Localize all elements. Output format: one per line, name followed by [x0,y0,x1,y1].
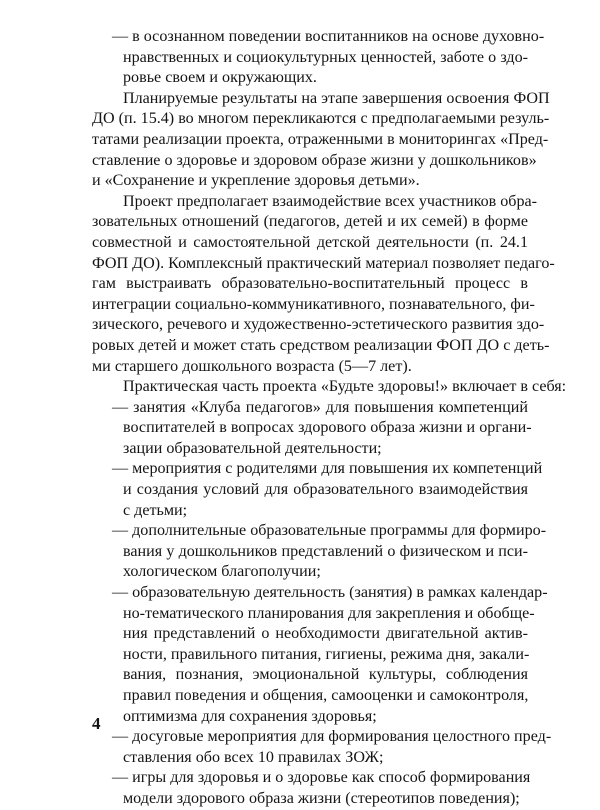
text-line: ставление о здоровье и здоровом образе жизни у дошкольников» [92,151,537,169]
text-line: хологическом благополучии; [123,563,321,581]
text-line: зации образовательной деятельности; [123,439,382,457]
text-line: — занятия «Клуба педагогов» для повышения компетенций [112,398,528,416]
text-line: модели здорового образа жизни (стереотипов поведения); [123,789,520,807]
text-line: — в осознанном поведении воспитанников на основе духовно- [112,28,545,45]
text-line: совместной и самостоятельной детской деятельности (п. 24.1 [92,233,528,251]
text-line: ми старшего дошкольного возраста (5—7 лет). [92,357,412,375]
text-line: — игры для здоровья и о здоровье как способ формирования [112,769,531,787]
text-line: воспитателей в вопросах здорового образа жизни и органи- [123,419,532,437]
text-line: гам выстраивать образовательно-воспитательный процесс в [92,275,528,293]
text-line: ставления обо всех 10 правилах ЗОЖ; [123,748,384,766]
text-line: оптимизма для сохранения здоровья; [123,707,377,725]
page-text [92,27,567,810]
text-line: ности, правильного питания, гигиены, режима дня, закали- [123,645,530,663]
text-line: и создания условий для образовательного взаимодействия [123,481,528,499]
text-line: с детьми; [123,501,188,519]
text-line: — образовательную деятельность (занятия) в рамках календар- [112,584,548,602]
text-line: ровых детей и может стать средством реализации ФОП ДО с деть- [92,336,550,354]
text-line: Практическая часть проекта «Будьте здоровы!» включает в себя: [123,378,567,396]
text-line: вания, познания, эмоциональной культуры, соблюдения [123,666,528,684]
text-line: но-тематического планирования для закрепления и обобще- [123,604,535,622]
text-line: вания у дошкольников представлений о физическом и пси- [123,542,528,560]
text-line: нравственных и социокультурных ценностей, заботе о здо- [123,48,528,66]
text-line: зического, речевого и художественно-эстетического развития здо- [92,316,545,334]
text-line: и «Сохранение и укрепление здоровья детьми». [92,172,420,190]
text-line: правил поведения и общения, самооценки и самоконтроля, [123,687,529,704]
text-line: зовательных отношений (педагогов, детей и их семей) в форме [92,213,528,231]
text-line: ДО (п. 15.4) во многом перекликаются с предполагаемыми резуль- [92,110,550,128]
text-line: интеграции социально-коммуникативного, познавательного, фи- [92,295,535,313]
text-line: ния представлений о необходимости двигательной актив- [123,625,528,643]
text-line: Проект предполагает взаимодействие всех участников обра- [123,192,538,210]
text-line: — мероприятия с родителями для повышения их компетенций [112,460,543,478]
page-number: 4 [92,714,101,733]
text-line: ФОП ДО). Комплексный практический материал позволяет педаго- [92,254,555,272]
text-line: татами реализации проекта, отраженными в мониторингах «Пред- [92,130,549,148]
text-line: ровье своем и окружающих. [123,69,317,87]
text-line: — дополнительные образовательные программы для формиро- [112,522,547,540]
text-line: — досуговые мероприятия для формирования целостного пред- [112,728,552,746]
text-line: Планируемые результаты на этапе завершения освоения ФОП [123,89,550,107]
